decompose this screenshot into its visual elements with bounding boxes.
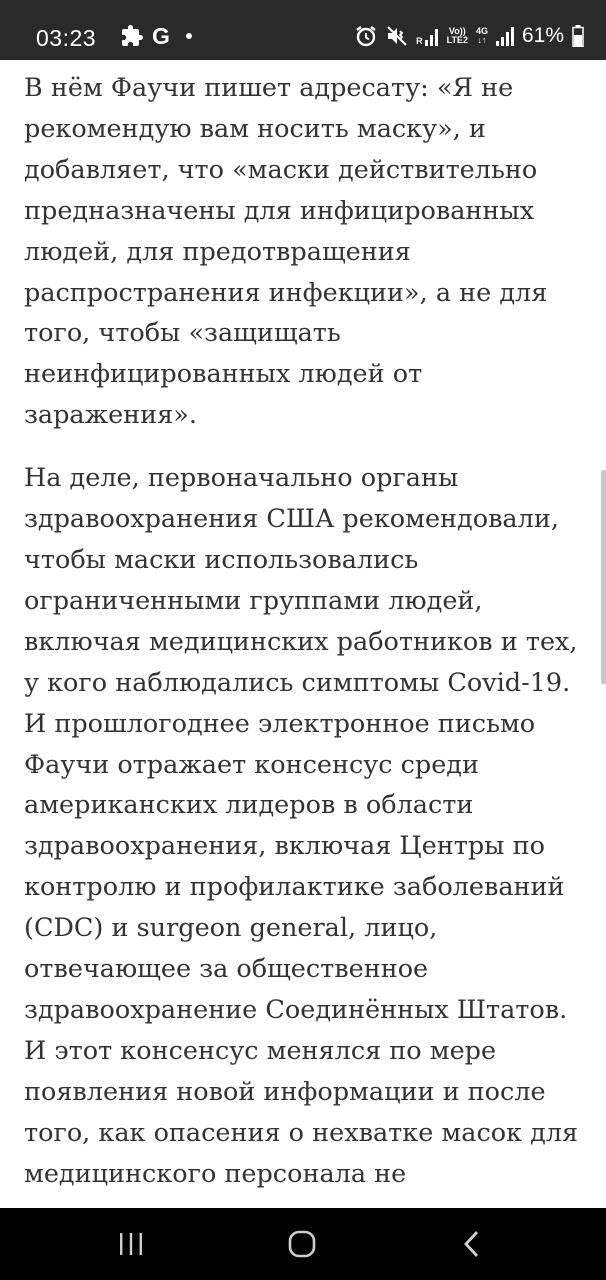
home-icon (287, 1229, 317, 1259)
back-button[interactable] (452, 1226, 492, 1262)
home-button[interactable] (282, 1226, 322, 1262)
signal-2-icon (496, 26, 514, 46)
clock: 03:23 (36, 25, 97, 51)
article-paragraph: На деле, первоначально органы здравоохранения США рекомендовали, чтобы маски использовались ограниченными группами людей, включая медицинских работников и тех, у кого наблюдались симптомы Covid-19. И прошлогоднее электронное письмо Фаучи отражает консенсус среди американских лидеров в области здравоохранения, включая Центры по контролю и профилактике заболеваний (CDC) и surgeon general, лицо, отвечающее за общественное здравоохранение Соединённых Штатов. И этот консенсус менялся по мере появления новой информации и после того, как опасения о нехватке масок для медицинского персонала не (24, 463, 579, 1189)
article-body (24, 68, 584, 1194)
notification-icons (120, 24, 192, 48)
recents-button[interactable] (111, 1226, 151, 1262)
status-bar (0, 0, 606, 60)
battery-percent: 61% (521, 24, 564, 47)
battery-icon (572, 25, 584, 47)
system-icons (354, 24, 584, 48)
volte-icon: Vo)) LTE2 (446, 26, 468, 45)
navigation-bar (0, 1208, 606, 1280)
article-paragraph: В нём Фаучи пишет адресату: «Я не рекомендую вам носить маску», и добавляет, что «маски действительно предназначены для инфицированных людей, для предотвращения распространения инфекции», а не для того, чтобы «защищать неинфицированных людей от заражения». (24, 73, 548, 431)
article-view[interactable] (0, 60, 606, 1208)
google-icon: G (152, 23, 170, 49)
mute-vibrate-icon (386, 24, 408, 48)
puzzle-icon (120, 24, 144, 48)
alarm-icon (354, 24, 378, 48)
signal-icon: R (416, 26, 439, 46)
scrollbar-thumb[interactable] (601, 470, 606, 684)
back-icon (461, 1230, 483, 1258)
notification-dot (186, 33, 192, 39)
recents-icon (117, 1231, 145, 1257)
data-arrows-icon: 4G ↓↑ (475, 26, 488, 45)
